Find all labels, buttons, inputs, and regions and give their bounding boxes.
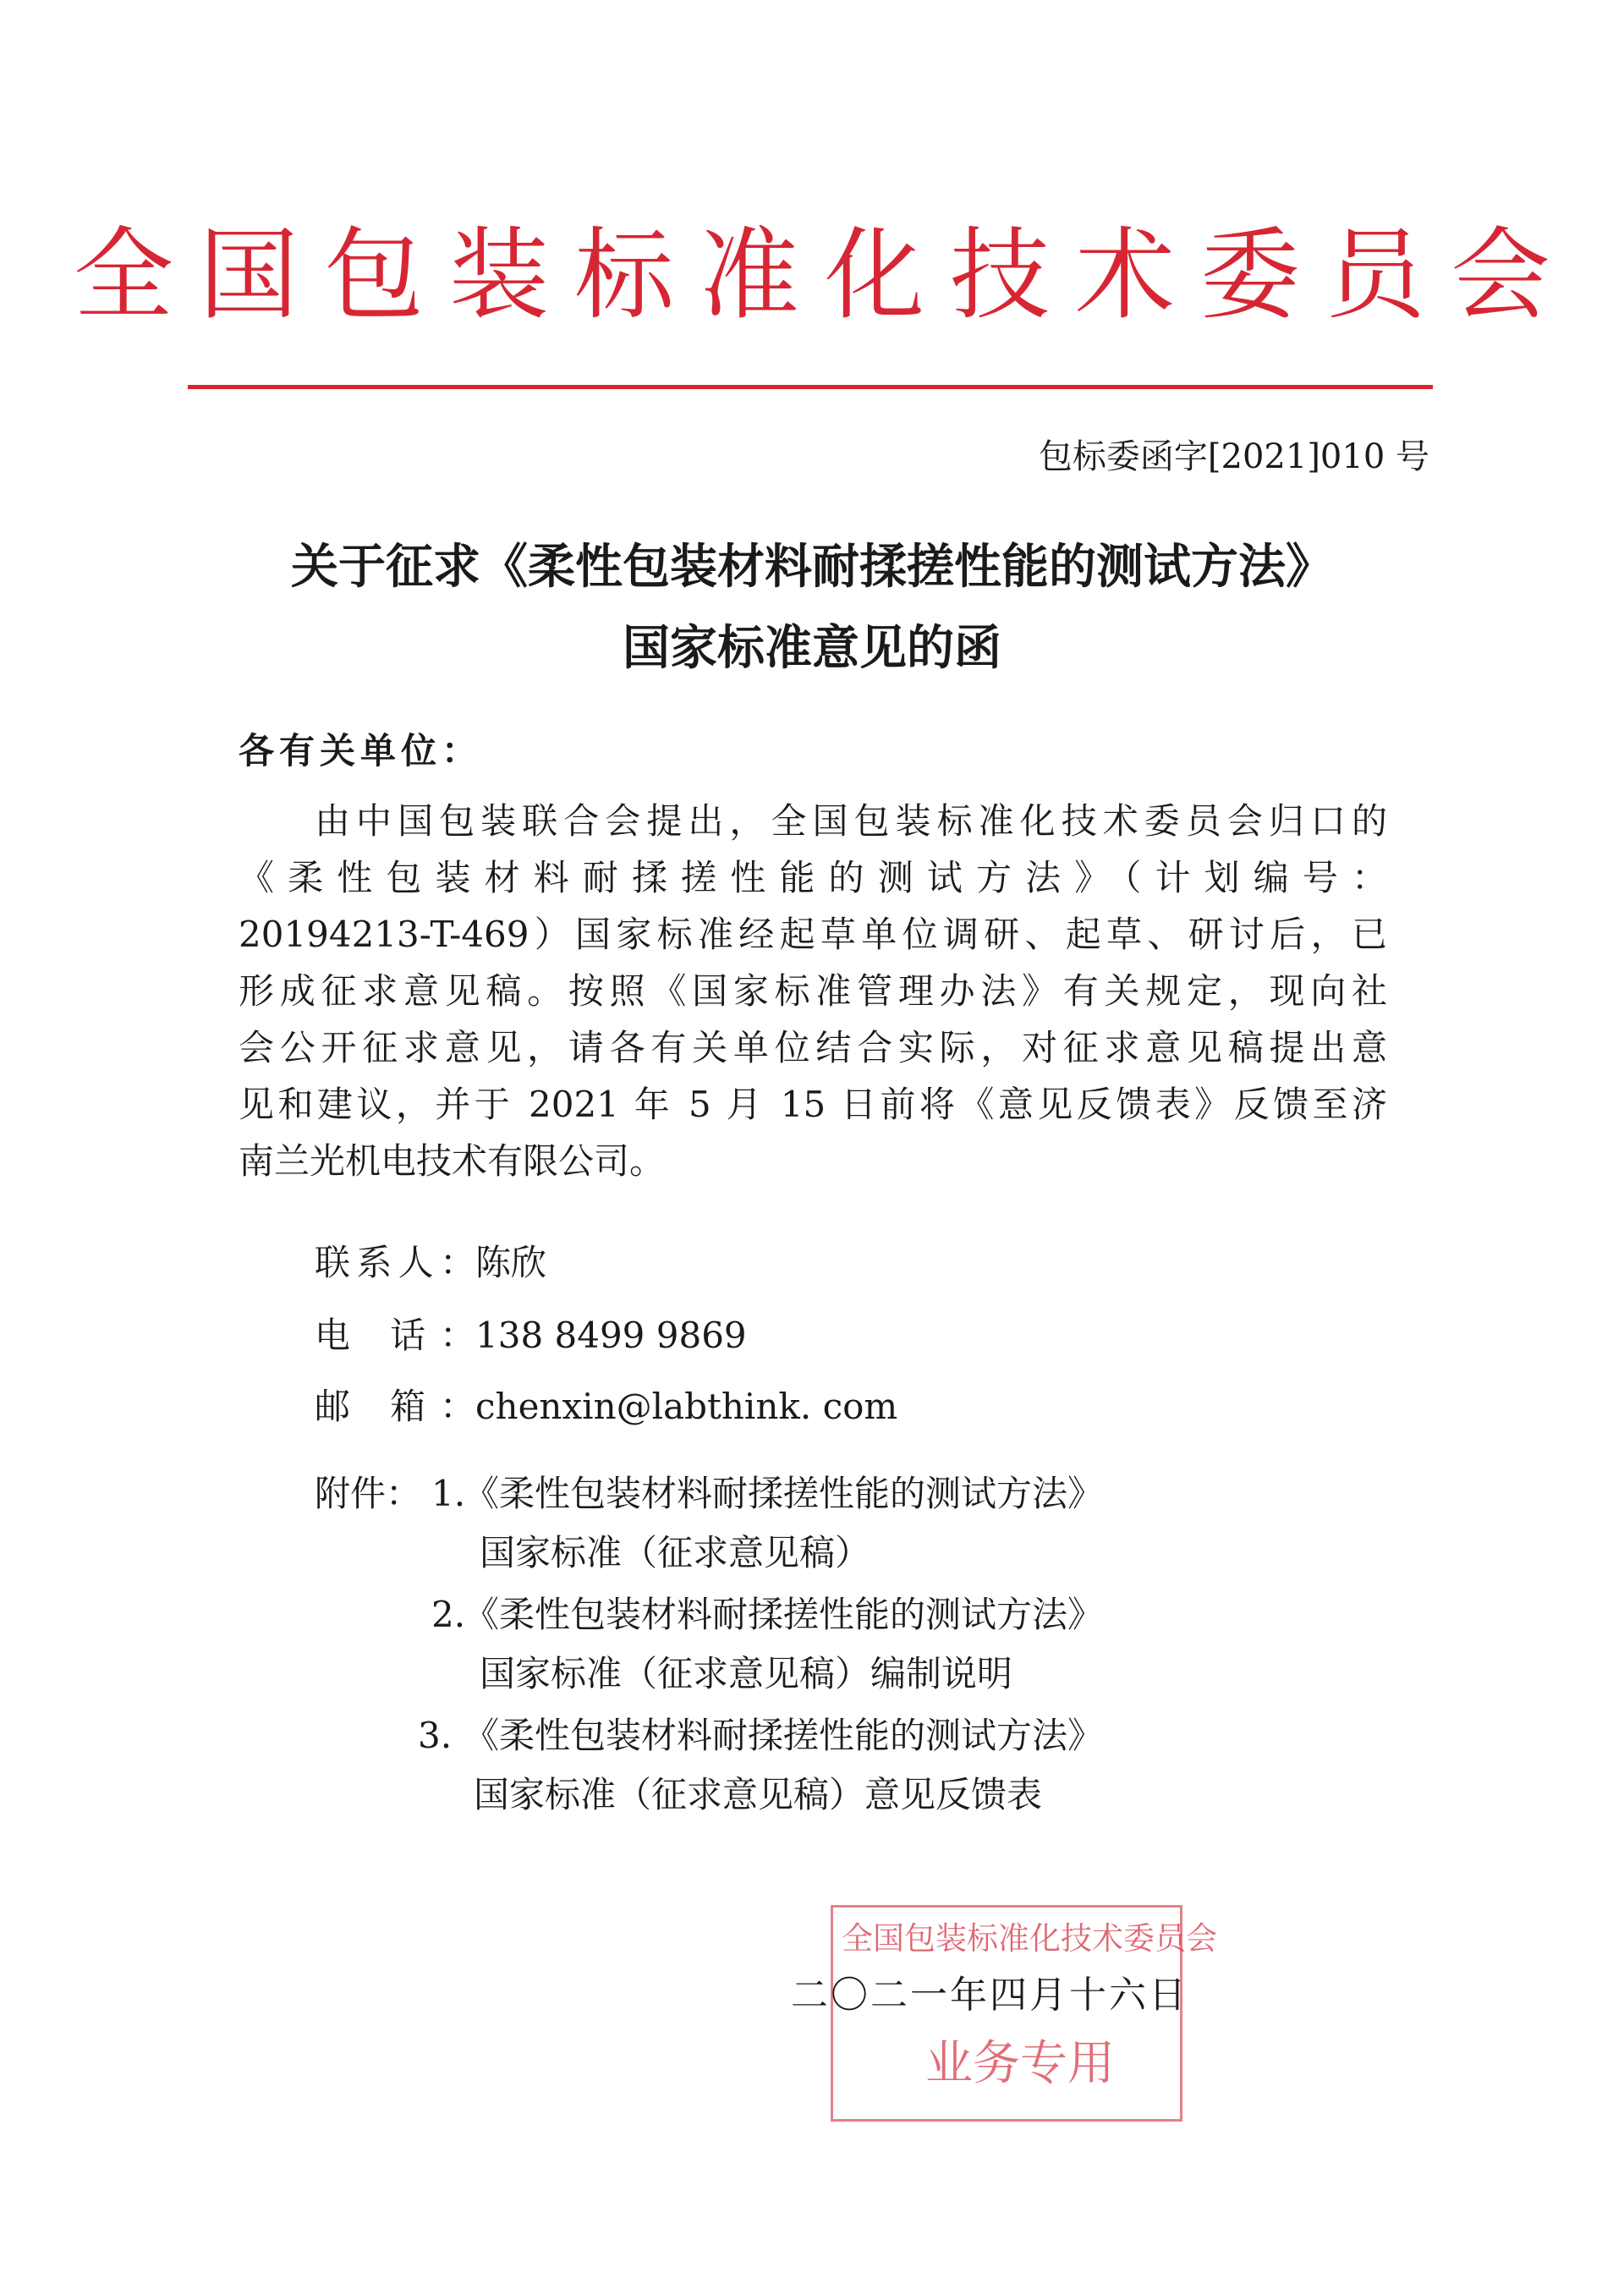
attachment-1-line1: 《柔性包装材料耐揉搓性能的测试方法》 xyxy=(464,1473,1104,1514)
body-line-6: 见和建议，并于 2021 年 5 月 15 日前将《意见反馈表》反馈至济 xyxy=(239,1084,1387,1125)
body-line-4: 形成征求意见稿。按照《国家标准管理办法》有关规定，现向社 xyxy=(239,970,1387,1012)
contact-email-label: 邮 箱： xyxy=(315,1386,475,1427)
attachment-2-line1: 《柔性包装材料耐揉搓性能的测试方法》 xyxy=(464,1594,1104,1635)
body-line-7: 南兰光机电技术有限公司。 xyxy=(239,1140,666,1182)
document-number: 包标委函字[2021]010 号 xyxy=(1038,437,1429,476)
contact-phone-label: 电 话： xyxy=(315,1315,475,1356)
contact-person xyxy=(315,1237,546,1289)
issue-date: 二〇二一年四月十六日 xyxy=(791,1974,1188,2017)
contact-email-value[interactable]: chenxin@labthink. com xyxy=(475,1386,898,1427)
contact-person-value: 陈欣 xyxy=(475,1242,547,1283)
title-line-2: 国家标准意见的函 xyxy=(623,620,1001,676)
attachment-1-num: 1. xyxy=(431,1473,466,1514)
attachment-3-line2: 国家标准（征求意见稿）意见反馈表 xyxy=(474,1774,1043,1815)
attachment-3-num: 3. xyxy=(418,1715,453,1756)
salutation: 各有关单位： xyxy=(239,730,483,771)
stamp-org-name: 全国包装标准化技术委员会 xyxy=(842,1920,1217,1957)
body-line-5: 会公开征求意见，请各有关单位结合实际，对征求意见稿提出意 xyxy=(239,1027,1387,1068)
attachment-1-line2: 国家标准（征求意见稿） xyxy=(480,1532,871,1573)
letterhead-red-rule xyxy=(188,385,1433,389)
attachments-label: 附件： xyxy=(315,1473,422,1514)
contact-email xyxy=(315,1381,897,1433)
letterhead-org-name: 全国包装标准化技术委员会 xyxy=(73,217,1576,333)
contact-person-label: 联系人： xyxy=(315,1242,475,1283)
contact-phone-value: 138 8499 9869 xyxy=(475,1315,747,1356)
body-line-3: 20194213-T-469）国家标准经起草单位调研、起草、研讨后，已 xyxy=(239,914,1387,955)
attachment-2-num: 2. xyxy=(431,1594,466,1635)
contact-phone xyxy=(315,1309,747,1362)
body-line-1: 由中国包装联合会提出，全国包装标准化技术委员会归口的 xyxy=(315,800,1387,842)
attachment-2-line2: 国家标准（征求意见稿）编制说明 xyxy=(480,1653,1013,1694)
attachment-3-line1: 《柔性包装材料耐揉搓性能的测试方法》 xyxy=(464,1715,1104,1756)
stamp-business-use: 业务专用 xyxy=(925,2036,1115,2091)
body-line-2: 《柔性包装材料耐揉搓性能的测试方法》（计划编号： xyxy=(239,857,1387,898)
title-line-1: 关于征求《柔性包装材料耐揉搓性能的测试方法》 xyxy=(291,539,1333,595)
